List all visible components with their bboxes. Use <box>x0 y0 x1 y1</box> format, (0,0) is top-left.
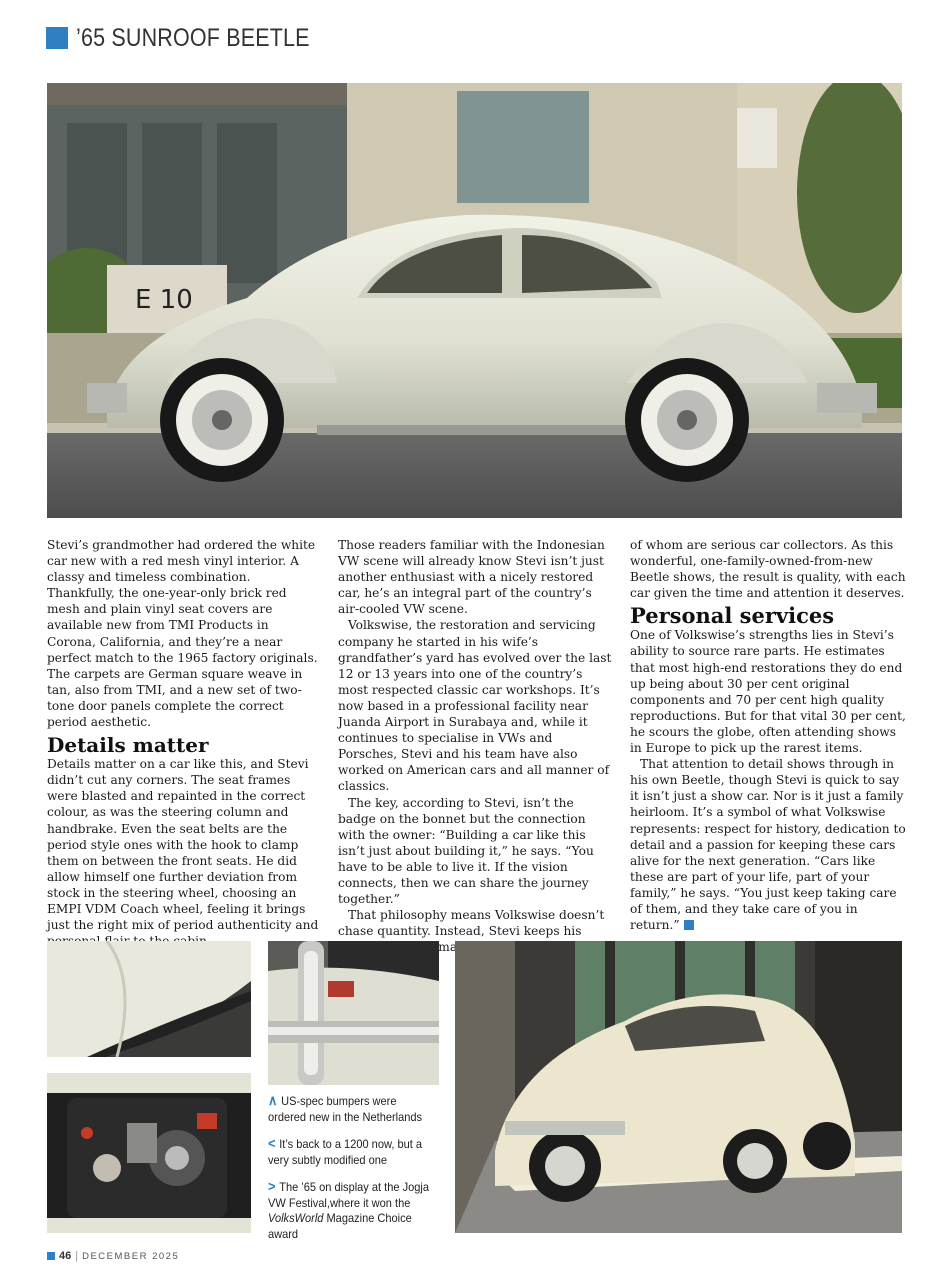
paragraph: Details matter on a car like this, and Stevi didn’t cut any corners. The seat frames were blasted and repainted in the correct colour, as was the steering column and handbrake. Even the seat belts are the period style ones with the hook to clamp them on between the front seats. He did allow himself one further deviation from stock in the steering wheel, choosing an EMPI VDM Coach wheel, feeling it brings just the right mix of period authenticity and <box>47 757 319 933</box>
chevron-right-icon: > <box>268 1178 276 1194</box>
caption-italic-text: VolksWorld <box>268 1211 324 1225</box>
text-column-1 <box>47 537 321 949</box>
paragraph: of whom are serious car collectors. As this wonderful, one-family-owned-from-new Beetle shows, the result is quality, with each car given the time and attention it deserves. <box>630 538 906 601</box>
caption-engine <box>268 1136 432 1168</box>
paragraph: One of Volkswise’s strengths lies in Stevi’s ability to source rare parts. He estimates that most high-end restorations they do end up being about 30 per cent original components and 70 per cent high quality reproductions. But for that vital 30 per cent, he scours the globe, often attending shows in Europe to pick up the rarest items. <box>630 628 906 756</box>
caption-text: The ’65 on display at the Jogja VW Festival,where it won the <box>268 1180 429 1210</box>
photo-bumper <box>268 941 439 1085</box>
photo-display <box>455 941 902 1233</box>
section-header <box>46 22 348 54</box>
caption-display <box>268 1179 432 1242</box>
end-mark-icon <box>684 920 694 930</box>
paragraph: That philosophy means Volkswise doesn’t chase quantity. Instead, Stevi keeps his small <box>338 908 605 955</box>
page-footer <box>47 1250 179 1262</box>
section-marker <box>46 27 68 49</box>
footer-separator: | <box>75 1250 79 1262</box>
page-number: 46 <box>59 1250 72 1262</box>
photo-engine <box>47 1073 251 1233</box>
subheading-details-matter: Details matter <box>47 733 209 758</box>
issue-date: DECEMBER 2025 <box>82 1250 180 1262</box>
paragraph: Stevi’s grandmother had ordered the white car new with a red mesh vinyl interior. A classy and timeless combination. Thankfully, the one-year-only brick red mesh and plain vinyl seat covers are available new from TMI Products in Corona, California, and they’re a near perfect match to the 1965 factory originals. The carpets are German square weave in tan, also from TMI, and a new set of two-tone door panels complete the correct period aesthetic. <box>47 538 318 730</box>
wall-plate-text: E 10 <box>135 285 193 315</box>
footer-marker <box>47 1252 55 1260</box>
caption-text: US-spec bumpers were ordered new in the Netherlands <box>268 1094 423 1124</box>
caption-text: Magazine Choice award <box>268 1211 412 1241</box>
paragraph: The key, according to Stevi, isn’t the badge on the bonnet but the connection with the owner: “Building a car like this isn’t just about building it,” he says. “You have to be able to live it. If the vision connects, then we can share the journey together.” <box>338 795 594 907</box>
caption-bumpers <box>268 1093 432 1125</box>
paragraph: Volkswise, the restoration and servicing company he started in his wife’s grandfather’s yard has evolved over the last 12 or 13 years into one of the country’s most respected classic car workshops. It’s now based in a professional facility near Juanda Airport in Surabaya and, while it continues to specialise in VWs and Porsches, Stevi and his team have also worked on American cars and all manner of classics. <box>338 618 612 794</box>
text-column-2 <box>338 537 612 955</box>
hero-photo <box>47 83 902 518</box>
caption-text: It’s back to a 1200 now, but a very subtly modified one <box>268 1137 423 1167</box>
chevron-up-icon: ∧ <box>268 1092 278 1108</box>
chevron-left-icon: < <box>268 1135 276 1151</box>
page-title: ’65 SUNROOF BEETLE <box>76 23 310 52</box>
photo-captions <box>268 1093 432 1253</box>
paragraph-text: That attention to detail shows through in his own Beetle, though Stevi is quick to say it isn’t just a show car. Nor is it just a family heirloom. It’s a symbol of what Volkswise represents: respect for history, dedication to detail and a passion for keeping these cars alive for the next generation. “Cars like these are part of your life, part of your family,” he says. “You just keep taking care of them, and they take care of you in return.” <box>630 757 906 933</box>
photo-running-board <box>47 941 251 1057</box>
subheading-personal-services: Personal services <box>630 603 835 629</box>
paragraph: Those readers familiar with the Indonesian VW scene will already know Stevi isn’t just another enthusiast with a nicely restored car, he’s an integral part of the country’s air-cooled VW scene. <box>338 538 605 617</box>
text-column-3 <box>630 537 906 933</box>
paragraph <box>630 756 906 933</box>
